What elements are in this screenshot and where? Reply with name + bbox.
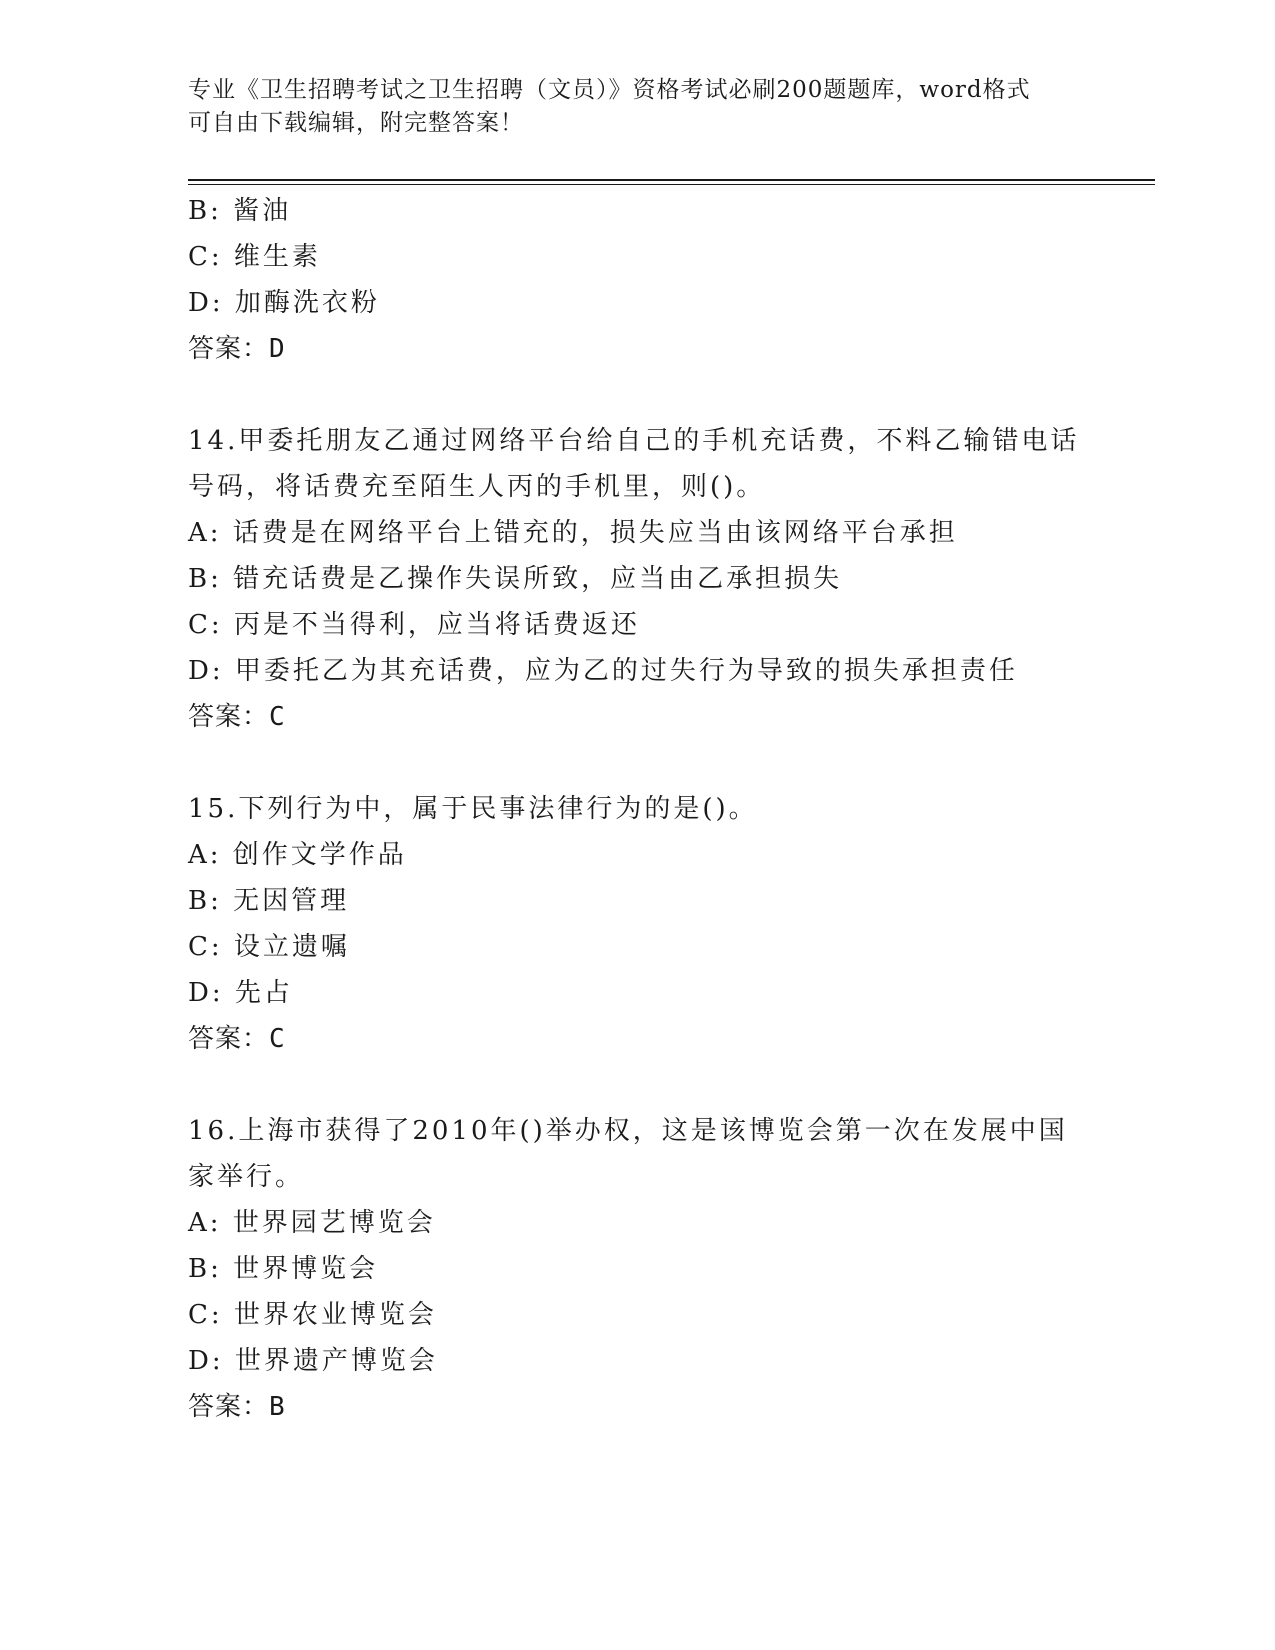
- option-a: A: 世界园艺博览会: [188, 1208, 436, 1238]
- option-b: B: 世界博览会: [188, 1254, 379, 1284]
- option-d: D: 甲委托乙为其充话费，应为乙的过失行为导致的损失承担责任: [188, 656, 1018, 686]
- answer: [188, 1016, 1088, 1062]
- option-d: D: 加酶洗衣粉: [188, 288, 380, 318]
- option-c: C: 维生素: [188, 242, 321, 272]
- spacer: [188, 372, 1088, 418]
- answer-value: D: [269, 334, 286, 364]
- question-stem-line-2: 家举行。: [188, 1162, 305, 1192]
- spacer: [188, 1062, 1088, 1108]
- option-c: C: 世界农业博览会: [188, 1300, 437, 1330]
- question-16: [188, 1108, 1088, 1430]
- question-13: [188, 188, 1088, 372]
- header-line-1: 专业《卫生招聘考试之卫生招聘（文员）》资格考试必刷200题题库，word格式: [188, 77, 1031, 103]
- header-rule-thick: [188, 179, 1155, 181]
- question-stem-line-1: 14.甲委托朋友乙通过网络平台给自己的手机充话费，不料乙输错电话: [188, 426, 1080, 456]
- option-b: B: 错充话费是乙操作失误所致，应当由乙承担损失: [188, 564, 843, 594]
- answer: [188, 1384, 1088, 1430]
- question-list: [188, 188, 1088, 1430]
- option-c: C: 设立遗嘱: [188, 932, 350, 962]
- answer-value: C: [269, 702, 286, 732]
- answer: [188, 694, 1088, 740]
- answer-label: 答案：: [188, 1392, 270, 1422]
- question-14: [188, 418, 1088, 740]
- option-a: A: 创作文学作品: [188, 840, 407, 870]
- option-d: D: 世界遗产博览会: [188, 1346, 438, 1376]
- answer-value: B: [269, 1392, 286, 1422]
- question-stem-line-1: 16.上海市获得了2010年()举办权，这是该博览会第一次在发展中国: [188, 1116, 1068, 1146]
- answer-value: C: [269, 1024, 286, 1054]
- answer-label: 答案：: [188, 334, 270, 364]
- document-header: [188, 74, 1068, 140]
- spacer: [188, 740, 1088, 786]
- option-d: D: 先占: [188, 978, 293, 1008]
- question-stem-line-1: 15.下列行为中，属于民事法律行为的是()。: [188, 794, 758, 824]
- option-a: A: 话费是在网络平台上错充的，损失应当由该网络平台承担: [188, 518, 958, 548]
- question-stem-line-2: 号码，将话费充至陌生人丙的手机里，则()。: [188, 472, 766, 502]
- answer-label: 答案：: [188, 1024, 270, 1054]
- header-rule-thin: [188, 184, 1155, 185]
- answer-label: 答案：: [188, 702, 270, 732]
- option-b: B: 无因管理: [188, 886, 350, 916]
- option-c: C: 丙是不当得利，应当将话费返还: [188, 610, 640, 640]
- answer: [188, 326, 1088, 372]
- header-line-2: 可自由下载编辑，附完整答案！: [188, 110, 524, 136]
- option-b: B: 酱油: [188, 196, 292, 226]
- question-15: [188, 786, 1088, 1062]
